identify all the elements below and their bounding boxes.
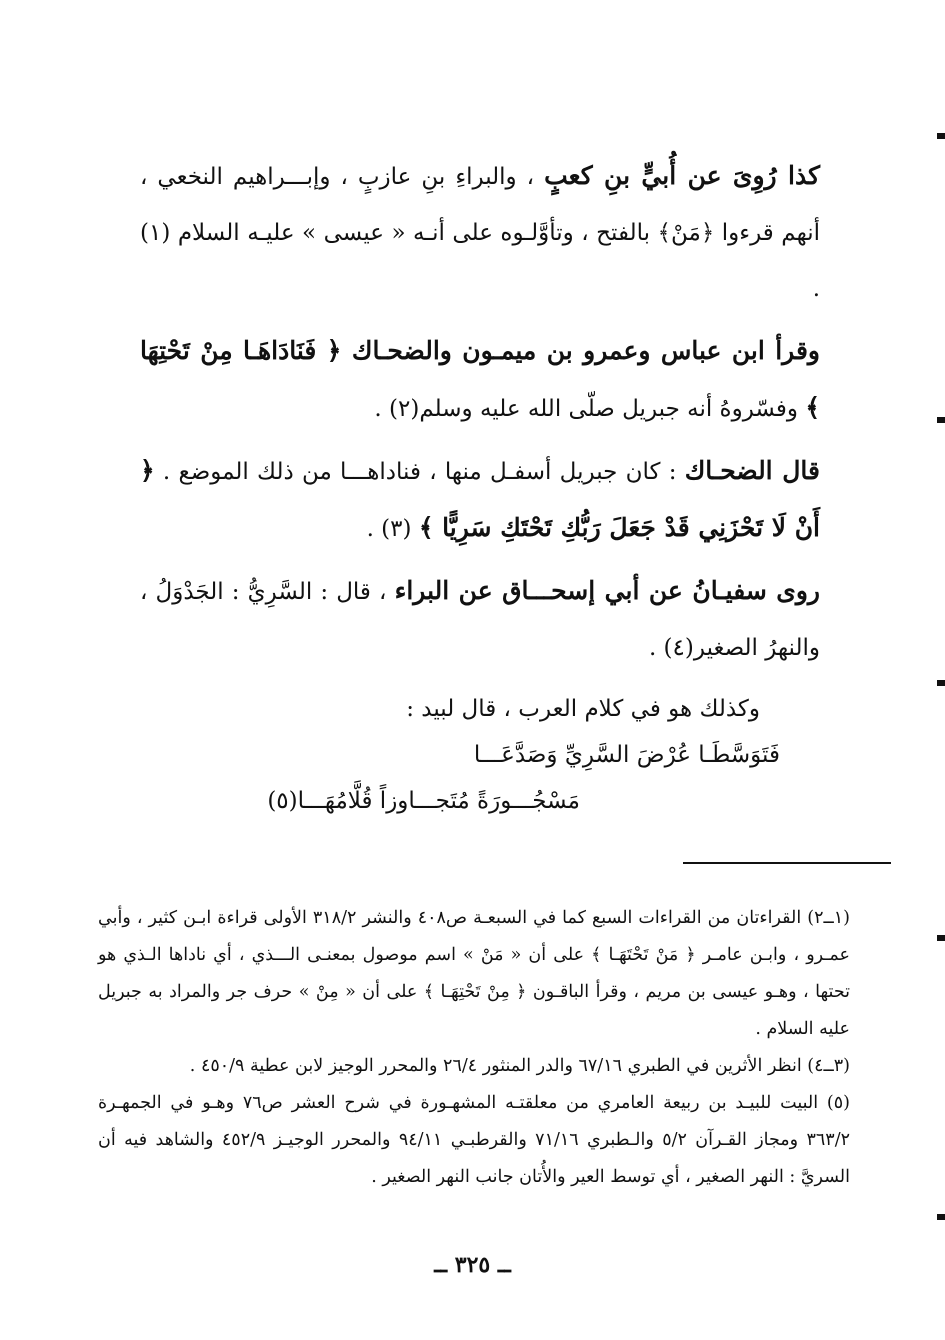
verse-line-2: مَسْجُـــورَةً مُتَجـــاوزاً قُلَّامُهَـــا(٥) [267,788,580,814]
footnote-separator [683,862,891,864]
footnote-5: (٥) البيت للبيـد بن ربيعة العامري من معلقتـه المشهـورة في شرح العشر ص٧٦ وهـو في الجمهـرة ٣٦٣/٢ ومجاز القـرآن ٥/٢ والـطبري ٧١/١٦ والقرطبـي ٩٤/١١ والمحرر الوجيـز ٤٥٢/٩ والشاهد فيه أن السريَّ : النهر الصغير ، أي توسط العير والأُتان جانب النهر الصغير . [98,1093,850,1187]
paragraph-4-lead: روى سفيـانُ عن أبي إسحـــاق عن البراء [394,576,820,605]
paragraph-4 [140,563,820,676]
paragraph-3-lead: قال الضحـاك [684,456,821,485]
verse-intro: وكذلك هو في كلام العرب ، قال لبيد : [406,696,760,722]
paragraph-4-body: ، قال : السَّرِيُّ : الجَدْوَلُ ، والنهرُ الصغير(٤) . [140,579,820,661]
footnote-3-4: (٣ــ٤) انظر الأثرين في الطبري ٦٧/١٦ والدر المنثور ٢٦/٤ والمحرر الوجيز لابن عطية ٤٥٠/٩ . [189,1056,850,1076]
paragraph-2-body: وفسّروهُ أنه جبريل صلّى الله عليه وسلم(٢) . [374,396,799,422]
edge-mark [937,935,945,941]
paragraph-3-body: : كان جبريل أسفـل منها ، فناداهـــا من ذلك الموضع . [162,459,677,485]
edge-mark [937,680,945,686]
footnote-1-2: (١ــ٢) القراءتان من القراءات السبع كما في السبعـة ص٤٠٨ والنشر ٣١٨/٢ الأولى قراءة ابـن كثير ، وأبي عمـرو ، وابـن عامـر ﴿ مَنْ تَحْتَهَـا ﴾ على أن « مَنْ » اسم موصول بمعنـى الـــذي ، أي ناداها الـذي هو تحتها ، وهـو عيسى بن مريم ، وقرأ الباقـون ﴿ مِنْ تَحْتِهَـا ﴾ على أن « مِنْ » حرف جر والمراد به جبريل عليه السلام . [98,908,850,1039]
page-number: ــ ٣٢٥ ــ [434,1252,511,1278]
paragraph-2 [140,323,820,437]
paragraph-1-lead: كذا رُوِىَ عن أُبيٍّ بنِ كعبٍ [544,161,821,190]
edge-mark [937,1214,945,1220]
quran-quote: ﴿ أَنْ لَا تَحْزَنِي قَدْ جَعَلَ رَبُّكِ تَحْتَكِ سَرِيًّا ﴾ [140,456,820,542]
edge-mark [937,133,945,139]
paragraph-1 [140,148,820,317]
paragraph-3-tail: (٣) . [366,516,412,542]
paragraph-2-lead: وقرأ ابن عباس وعمرو بن ميمـون والضحـاك ﴿ فَنَادَاهَـا مِنْ تَحْتِهَا ﴾ [140,336,820,422]
paragraph-1-body: ، والبراءِ بنِ عازبٍ ، وإبـــراهيم النخعي ، أنهم قرءوا ﴿مَنْ﴾ بالفتح ، وتأوَّلـوه على أنـه « عيسى » عليـه السلام (١) . [140,164,820,302]
edge-mark [937,417,945,423]
paragraph-3 [140,443,820,557]
verse-line-1: فَتَوَسَّطَـا عُرْضَ السَّرِيِّ وَصَدَّعَـــا [473,742,780,768]
footnotes [98,900,850,1196]
main-text [140,148,820,824]
